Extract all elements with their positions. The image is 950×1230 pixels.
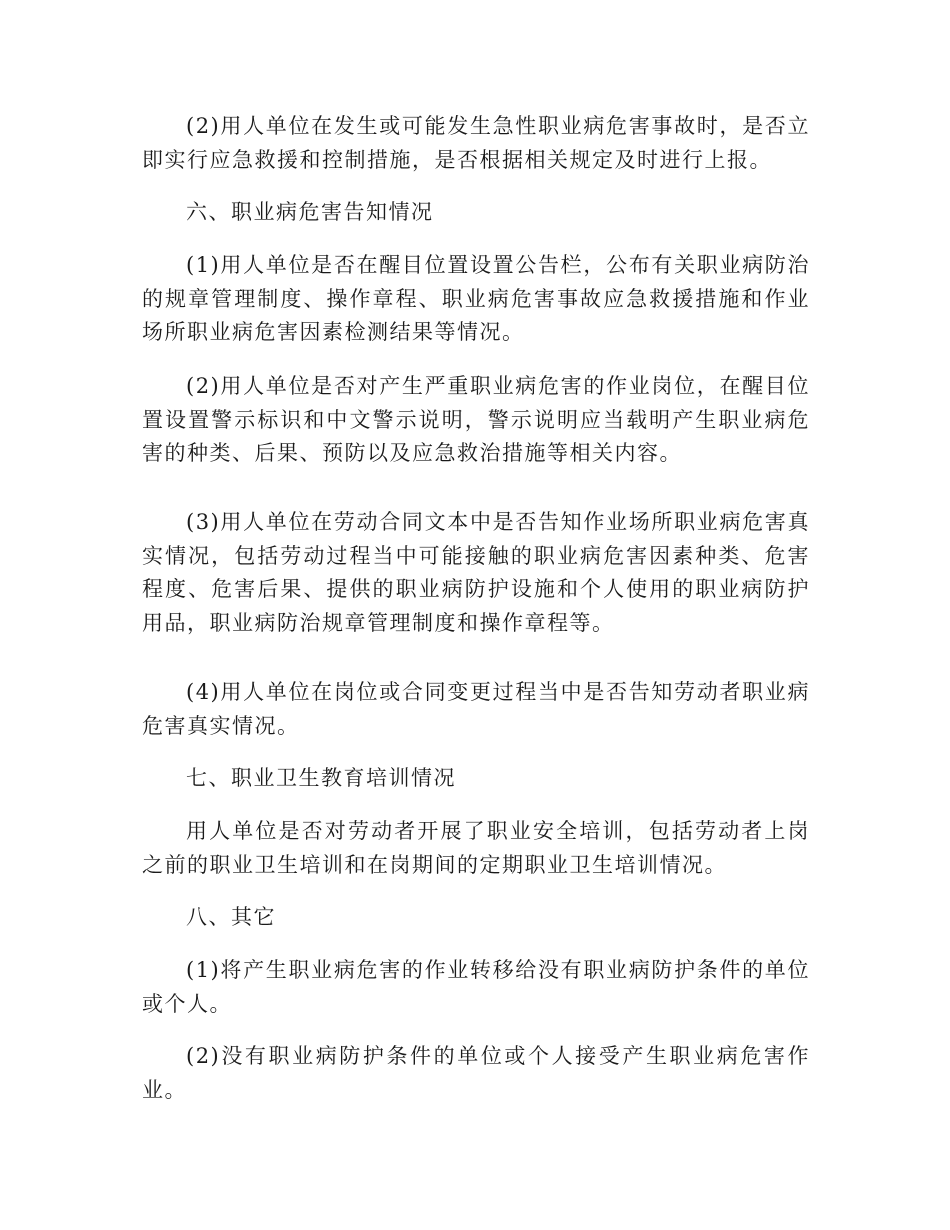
section-heading-6: 六、职业病危害告知情况 [186,200,434,224]
paragraph-job-change: (4)用人单位在岗位或合同变更过程当中是否告知劳动者职业病危害真实情况。 [142,680,810,738]
section-heading-8: 八、其它 [186,905,276,929]
paragraph-bulletin-board: (1)用人单位是否在醒目位置设置公告栏，公布有关职业病防治的规章管理制度、操作章程、职业病危害事故应急救援措施和作业场所职业病危害因素检测结果等情况。 [142,253,810,344]
paragraph-warning-signs: (2)用人单位是否对产生严重职业病危害的作业岗位，在醒目位置设置警示标识和中文警示说明，警示说明应当载明产生职业病危害的种类、后果、预防以及应急救治措施等相关内容。 [142,374,810,465]
paragraph-labor-contract: (3)用人单位在劳动合同文本中是否告知作业场所职业病危害真实情况，包括劳动过程当中可能接触的职业病危害因素种类、危害程度、危害后果、提供的职业病防护设施和个人使用的职业病防护用品，职业病防治规章管理制度和操作章程等。 [142,510,810,635]
paragraph-training: 用人单位是否对劳动者开展了职业安全培训，包括劳动者上岗之前的职业卫生培训和在岗期间的定期职业卫生培训情况。 [142,819,810,877]
paragraph-transfer-work: (1)将产生职业病危害的作业转移给没有职业病防护条件的单位或个人。 [142,958,810,1016]
paragraph-emergency-rescue: (2)用人单位在发生或可能发生急性职业病危害事故时，是否立即实行应急救援和控制措施，是否根据相关规定及时进行上报。 [142,114,810,172]
paragraph-accept-work: (2)没有职业病防护条件的单位或个人接受产生职业病危害作业。 [142,1044,810,1102]
section-heading-7: 七、职业卫生教育培训情况 [186,766,456,790]
